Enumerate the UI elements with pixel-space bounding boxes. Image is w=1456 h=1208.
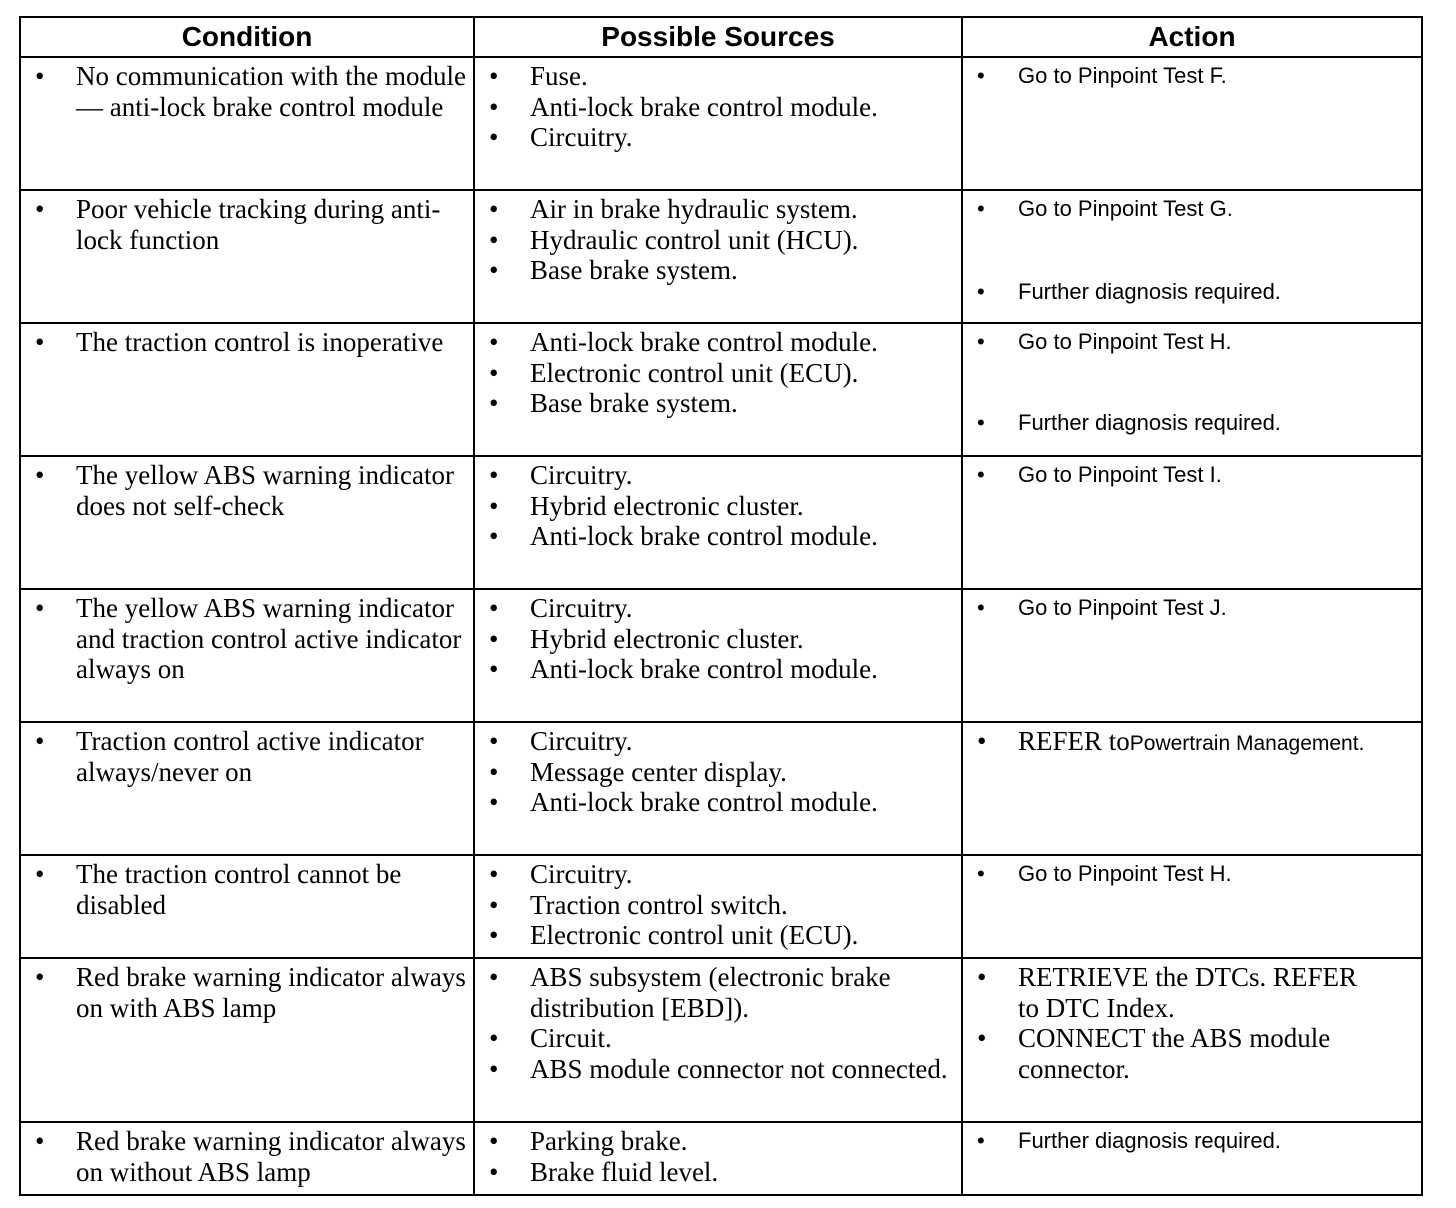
bullet-icon: • [977, 278, 985, 304]
bullet-icon: • [35, 1126, 45, 1156]
sources-cell [474, 57, 962, 190]
table-row [20, 323, 1422, 456]
condition-cell [20, 855, 474, 958]
bullet-icon: • [489, 920, 499, 950]
table-row [20, 190, 1422, 323]
action-cell [962, 1122, 1422, 1195]
sources-cell [474, 323, 962, 456]
bullet-icon: • [489, 122, 499, 152]
bullet-icon: • [489, 623, 499, 654]
bullet-icon: • [35, 726, 45, 756]
condition-cell [20, 589, 474, 722]
bullet-icon: • [977, 329, 985, 354]
action-item: • Go to Pinpoint Test I. [963, 460, 1417, 491]
table-row [20, 1122, 1422, 1195]
refer-target-link[interactable]: Powertrain Management. [1129, 732, 1365, 755]
bullet-icon: • [35, 460, 45, 490]
bullet-icon: • [489, 787, 499, 817]
bullet-icon: • [489, 388, 499, 418]
source-item: • Anti-lock brake control module. [489, 654, 878, 684]
bullet-icon: • [977, 1023, 987, 1053]
source-item: • Base brake system. [489, 388, 738, 418]
table-row [20, 958, 1422, 1122]
bullet-icon: • [977, 595, 985, 620]
source-item: • Circuitry. [489, 122, 633, 152]
action-cell [962, 323, 1422, 456]
source-item: • Circuitry. [489, 460, 633, 490]
action-item: • Go to Pinpoint Test J. [963, 593, 1417, 624]
condition-item: • Red brake warning indicator always on with ABS lamp [35, 962, 466, 1023]
bullet-icon: • [977, 861, 985, 886]
header-action: Action [962, 17, 1422, 57]
bullet-icon: • [977, 462, 985, 487]
action-cell [962, 57, 1422, 190]
bullet-icon: • [489, 194, 499, 224]
source-item: • Hybrid electronic cluster. [489, 623, 804, 654]
sources-cell [474, 589, 962, 722]
sources-cell [474, 722, 962, 855]
source-item: • Message center display. [489, 756, 787, 787]
action-cell [962, 855, 1422, 958]
source-item: • Brake fluid level. [489, 1156, 719, 1187]
bullet-icon: • [977, 962, 987, 992]
source-item: • Electronic control unit (ECU). [489, 357, 859, 388]
action-item: • REFER toPowertrain Management. [977, 726, 1365, 756]
source-item: • Electronic control unit (ECU). [489, 920, 859, 950]
condition-cell [20, 1122, 474, 1195]
diagnostic-table [19, 16, 1423, 1196]
sources-cell [474, 958, 962, 1122]
bullet-icon: • [489, 255, 499, 285]
bullet-icon: • [35, 61, 45, 91]
condition-item: • Poor vehicle tracking during anti-lock function [35, 194, 441, 255]
action-item: • Further diagnosis required. [963, 408, 1417, 439]
bullet-icon: • [977, 726, 987, 756]
table-row [20, 589, 1422, 722]
condition-cell [20, 722, 474, 855]
action-cell [962, 722, 1422, 855]
source-item: • ABS module connector not connected. [489, 1053, 948, 1084]
bullet-icon: • [489, 756, 499, 787]
source-item: • Air in brake hydraulic system. [489, 194, 858, 224]
source-item: • Circuitry. [489, 593, 633, 623]
action-cell [962, 190, 1422, 323]
bullet-icon: • [489, 61, 499, 91]
source-item: • Hydraulic control unit (HCU). [489, 224, 859, 255]
header-possible-sources: Possible Sources [474, 17, 962, 57]
bullet-icon: • [489, 654, 499, 684]
source-item: • Hybrid electronic cluster. [489, 490, 804, 521]
source-item: • ABS subsystem (electronic brake distribution [EBD]). [489, 962, 891, 1023]
action-item: • Go to Pinpoint Test H. [963, 859, 1417, 890]
action-item: • CONNECT the ABS module connector. [977, 1023, 1331, 1084]
source-item: • Circuitry. [489, 859, 633, 889]
bullet-icon: • [489, 460, 499, 490]
bullet-icon: • [35, 962, 45, 992]
bullet-icon: • [35, 327, 45, 357]
sources-cell [474, 1122, 962, 1195]
action-cell [962, 456, 1422, 589]
table-row [20, 57, 1422, 190]
bullet-icon: • [489, 1156, 499, 1187]
table-row [20, 855, 1422, 958]
bullet-icon: • [35, 593, 45, 623]
condition-item: • Traction control active indicator always/never on [35, 726, 424, 787]
source-item: • Anti-lock brake control module. [489, 91, 878, 122]
condition-cell [20, 190, 474, 323]
action-cell [962, 589, 1422, 722]
condition-cell [20, 57, 474, 190]
action-item: • Go to Pinpoint Test G. [963, 194, 1417, 225]
bullet-icon: • [489, 490, 499, 521]
bullet-icon: • [489, 327, 499, 357]
bullet-icon: • [489, 224, 499, 255]
bullet-icon: • [977, 63, 985, 88]
source-item: • Circuit. [489, 1023, 612, 1053]
bullet-icon: • [489, 91, 499, 122]
source-item: • Traction control switch. [489, 889, 788, 920]
action-item: • Go to Pinpoint Test F. [963, 61, 1417, 92]
sources-cell [474, 855, 962, 958]
source-item: • Anti-lock brake control module. [489, 787, 878, 817]
action-item: • Further diagnosis required. [963, 1126, 1417, 1157]
bullet-icon: • [489, 726, 499, 756]
bullet-icon: • [489, 1126, 499, 1156]
condition-item: • The traction control is inoperative [35, 327, 444, 357]
bullet-icon: • [977, 196, 985, 221]
bullet-icon: • [489, 1023, 499, 1053]
table-row [20, 722, 1422, 855]
bullet-icon: • [489, 859, 499, 889]
sources-cell [474, 456, 962, 589]
sources-cell [474, 190, 962, 323]
condition-cell [20, 958, 474, 1122]
condition-item: • No communication with the module — anti-lock brake control module [35, 61, 466, 122]
bullet-icon: • [977, 409, 985, 435]
bullet-icon: • [489, 521, 499, 551]
action-item: • Go to Pinpoint Test H. [963, 327, 1417, 358]
condition-cell [20, 323, 474, 456]
condition-item: • Red brake warning indicator always on without ABS lamp [35, 1126, 466, 1187]
bullet-icon: • [35, 859, 45, 889]
table-row [20, 456, 1422, 589]
action-item: • RETRIEVE the DTCs. REFER to DTC Index. [977, 962, 1357, 1023]
source-item: • Fuse. [489, 61, 588, 91]
bullet-icon: • [489, 1053, 499, 1084]
action-item: • Further diagnosis required. [963, 277, 1417, 308]
condition-item: • The traction control cannot be disabled [35, 859, 402, 920]
bullet-icon: • [489, 962, 499, 992]
condition-cell [20, 456, 474, 589]
bullet-icon: • [489, 357, 499, 388]
action-cell [962, 958, 1422, 1122]
condition-item: • The yellow ABS warning indicator does not self-check [35, 460, 454, 521]
source-item: • Circuitry. [489, 726, 633, 756]
source-item: • Base brake system. [489, 255, 738, 285]
header-condition: Condition [20, 17, 474, 57]
source-item: • Parking brake. [489, 1126, 688, 1156]
bullet-icon: • [977, 1128, 985, 1153]
bullet-icon: • [35, 194, 45, 224]
bullet-icon: • [489, 593, 499, 623]
condition-item: • The yellow ABS warning indicator and traction control active indicator always on [35, 593, 462, 684]
header-row [20, 17, 1422, 57]
bullet-icon: • [489, 889, 499, 920]
source-item: • Anti-lock brake control module. [489, 327, 878, 357]
source-item: • Anti-lock brake control module. [489, 521, 878, 551]
